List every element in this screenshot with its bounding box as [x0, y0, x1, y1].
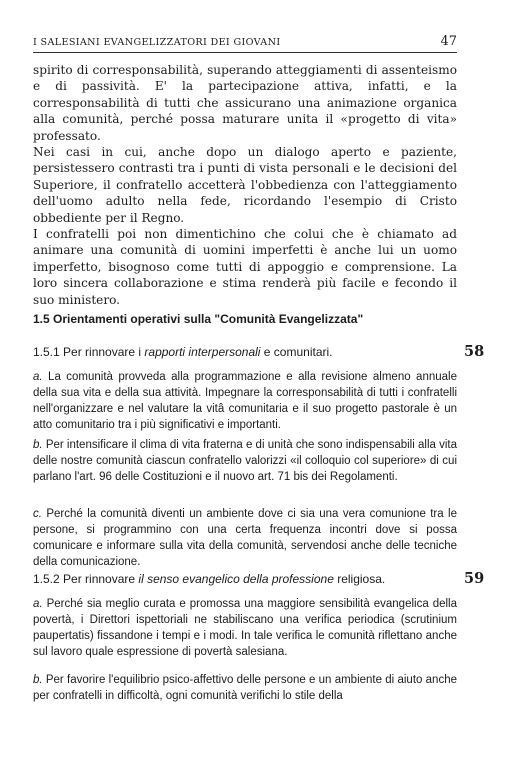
paragraph: spirito di corresponsabilità, superando atteggiamenti di assenteismo e di passività. E' la partecipazione attiva, infatti, e la corresponsabilità di tutti che assicurano una animazione organica alla comunità, perché possa maturare unita il «progetto di vita» professato.: [33, 63, 457, 143]
subsection-heading: [33, 345, 457, 359]
subsection-heading: [33, 572, 457, 586]
list-item: [33, 506, 457, 570]
running-title: I SALESIANI EVANGELIZZATORI DEI GIOVANI: [33, 37, 281, 48]
item-text: Per intensificare il clima di vita fraterna e di unità che sono indispensabili alla vita delle nostre comunità ciascun confratello valorizzi «il colloquio col superiore» di cui parlano l'art. 96 delle Costituzioni e il nuovo art. 71 bis dei Regolamenti.: [33, 439, 457, 483]
item-letter: a.: [33, 371, 43, 383]
margin-number: 58: [464, 343, 485, 360]
body-text: [33, 62, 457, 308]
subsection-suffix: religiosa.: [333, 572, 386, 586]
margin-number: 59: [464, 570, 485, 587]
subsection-prefix: 1.5.1 Per rinnovare i: [33, 345, 145, 359]
running-header: [33, 34, 457, 50]
section-heading: 1.5 Orientamenti operativi sulla "Comunità Evangelizzata": [33, 312, 364, 326]
item-letter: a.: [33, 598, 43, 610]
item-text: Per favorire l'equilibrio psico-affettivo delle persone e un ambiente di aiuto anche per confratelli in difficoltà, ogni comunità verifichi lo stile della: [33, 674, 457, 702]
list-item: [33, 672, 457, 704]
paragraph: Nei casi in cui, anche dopo un dialogo aperto e paziente, persistessero contrasti tra i punti di vista personali e le decisioni del Superiore, il confratello accetterà l'obbedienza con l'atteggiamento dell'uomo adulto nella fede, ricordando l'esempio di Cristo obbediente per il Regno.: [33, 145, 457, 225]
paragraph: I confratelli poi non dimentichino che colui che è chiamato ad animare una comunità di uomini imperfetti è anche lui un uomo imperfetto, bisognoso come tutti di appoggio e comprensione. La loro sincera collaborazione e stima renderà più facile e fecondo il suo ministero.: [33, 227, 457, 307]
header-rule: [33, 52, 457, 53]
list-item: [33, 596, 457, 660]
subsection-prefix: 1.5.2 Per rinnovare: [33, 572, 139, 586]
list-item: [33, 437, 457, 485]
item-letter: b.: [33, 674, 43, 686]
item-text: La comunità provveda alla programmazione e alla revisione almeno annuale della sua vita e della sua attività. Impegnare la corresponsabilità di tutti i confratelli nell'organizzare e nel valutare la vitâ comunitaria e il suo progetto pastorale è un atto comunitario tra i più significativi e importanti.: [33, 371, 457, 431]
subsection-emphasis: il senso evangelico della professione: [138, 572, 334, 586]
item-text: Perché sia meglio curata e promossa una maggiore sensibilità evangelica della povertà, i Direttori ispettoriali ne stabiliscano una verifica periodica (scrutinium paupertatis) fissandone i tempi e i modi. In tale verifica le comunità riflettano anche sul lavoro quale espressione di povertà salesiana.: [33, 598, 457, 658]
list-item: [33, 369, 457, 433]
item-text: Perché la comunità diventi un ambiente dove ci sia una vera comunione tra le persone, si programmino con una certa frequenza incontri dove si possa comunicare e informare sulla vita della comunità, servendosi anche delle tecniche della comunicazione.: [33, 508, 458, 568]
subsection-emphasis: rapporti interpersonali: [144, 345, 261, 359]
page-number: 47: [440, 34, 457, 49]
item-letter: c.: [33, 508, 42, 520]
subsection-suffix: e comunitari.: [260, 345, 333, 359]
item-letter: b.: [33, 439, 43, 451]
